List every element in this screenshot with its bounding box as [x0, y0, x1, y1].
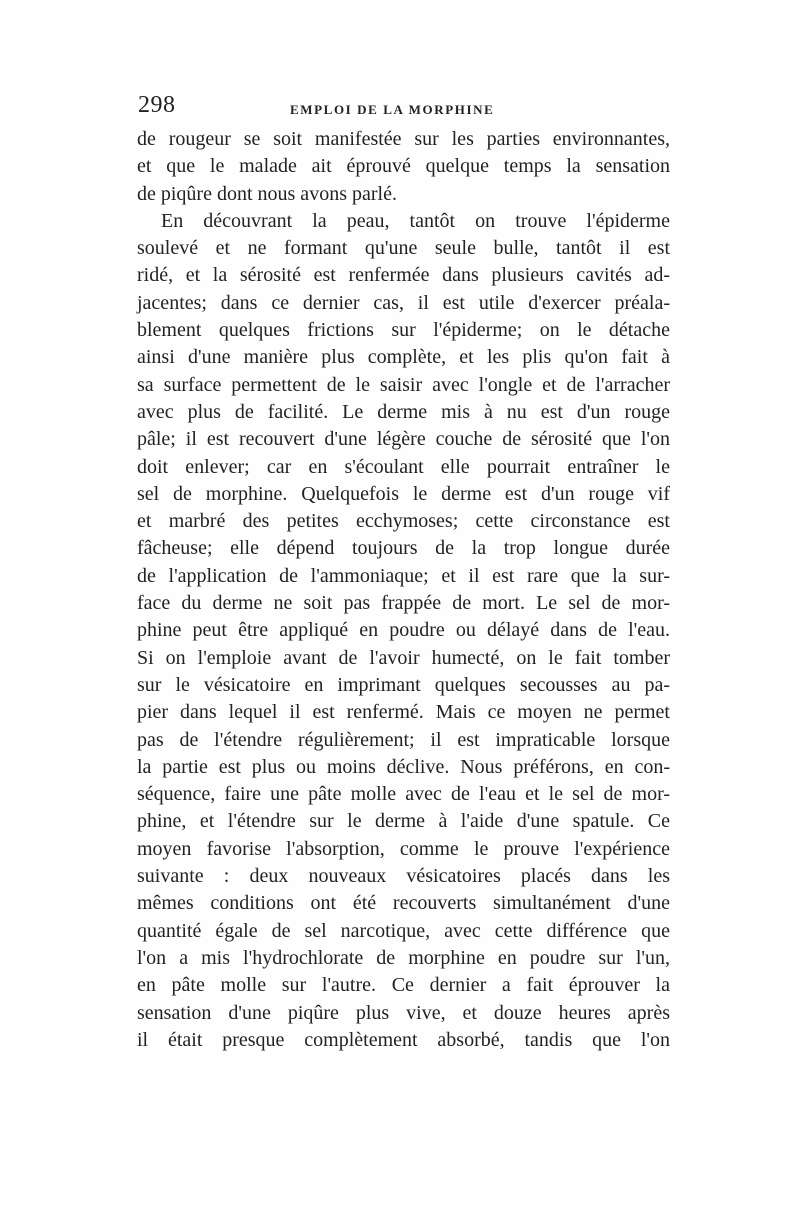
text-line: sel de morphine. Quelquefois le derme est d'un rouge vif [137, 482, 670, 505]
text-line: sensation d'une piqûre plus vive, et douze heures après [137, 1001, 670, 1024]
text-line: il était presque complètement absorbé, tandis que l'on [137, 1028, 670, 1051]
text-line: avec plus de facilité. Le derme mis à nu est d'un rouge [137, 400, 670, 423]
text-line: soulevé et ne formant qu'une seule bulle, tantôt il est [137, 237, 670, 260]
text-line: doit enlever; car en s'écoulant elle pourrait entraîner le [137, 455, 670, 478]
text-line: sa surface permettent de le saisir avec l'ongle et de l'arracher [137, 373, 670, 396]
text-line: ridé, et la sérosité est renfermée dans plusieurs cavités ad- [137, 264, 670, 287]
text-line: ainsi d'une manière plus complète, et les plis qu'on fait à [137, 346, 670, 369]
text-line: fâcheuse; elle dépend toujours de la trop longue durée [137, 537, 670, 560]
body-text [137, 126, 670, 1054]
text-line: et que le malade ait éprouvé quelque temps la sensation [137, 155, 670, 178]
text-line: et marbré des petites ecchymoses; cette circonstance est [137, 510, 670, 533]
text-line: jacentes; dans ce dernier cas, il est utile d'exercer préala- [137, 291, 670, 314]
text-line: la partie est plus ou moins déclive. Nous préférons, en con- [137, 755, 670, 778]
text-line: phine, et l'étendre sur le derme à l'aide d'une spatule. Ce [137, 810, 670, 833]
text-line: quantité égale de sel narcotique, avec cette différence que [137, 919, 670, 942]
text-line: moyen favorise l'absorption, comme le prouve l'expérience [137, 837, 670, 860]
text-line: sur le vésicatoire en imprimant quelques secousses au pa- [137, 673, 670, 696]
text-line: de l'application de l'ammoniaque; et il est rare que la sur- [137, 564, 670, 587]
text-line: blement quelques frictions sur l'épiderme; on le détache [137, 319, 670, 342]
text-line: phine peut être appliqué en poudre ou délayé dans de l'eau. [137, 619, 670, 642]
text-line: pâle; il est recouvert d'une légère couche de sérosité que l'on [137, 428, 670, 451]
text-line: en pâte molle sur l'autre. Ce dernier a fait éprouver la [137, 974, 670, 997]
text-line: de rougeur se soit manifestée sur les parties environnantes, [137, 128, 670, 150]
text-line: face du derme ne soit pas frappée de mort. Le sel de mor- [137, 592, 670, 615]
text-line: de piqûre dont nous avons parlé. [137, 182, 397, 205]
page-header [138, 92, 670, 126]
text-line: pier dans lequel il est renfermé. Mais ce moyen ne permet [137, 701, 670, 724]
page-number: 298 [138, 92, 176, 118]
text-line: En découvrant la peau, tantôt on trouve l'épiderme [161, 209, 670, 232]
text-line: pas de l'étendre régulièrement; il est impraticable lorsque [137, 728, 670, 751]
text-line: l'on a mis l'hydrochlorate de morphine en poudre sur l'un, [137, 946, 670, 969]
text-line: mêmes conditions ont été recouverts simultanément d'une [137, 892, 670, 915]
running-head: EMPLOI DE LA MORPHINE [290, 102, 495, 117]
text-line: suivante : deux nouveaux vésicatoires placés dans les [137, 865, 670, 888]
text-line: Si on l'emploie avant de l'avoir humecté, on le fait tomber [137, 646, 670, 669]
text-line: séquence, faire une pâte molle avec de l'eau et le sel de mor- [137, 783, 670, 806]
